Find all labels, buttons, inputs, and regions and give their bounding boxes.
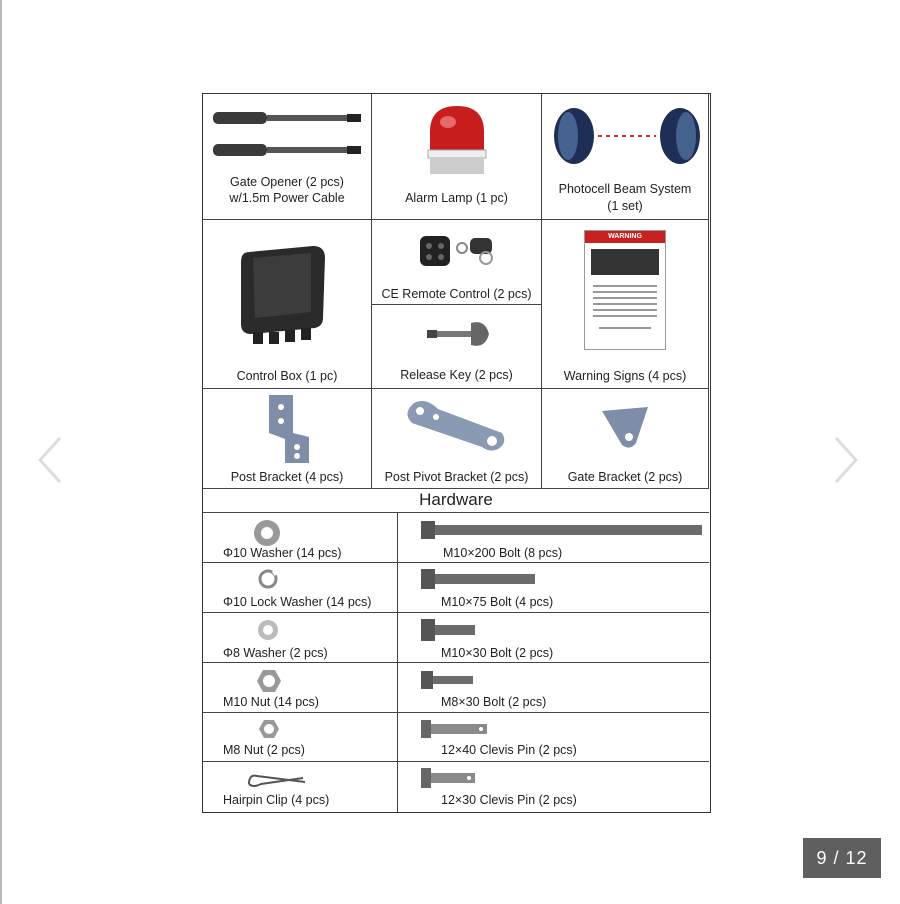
- hardware-row: [203, 713, 709, 762]
- bolt-icon: [421, 568, 541, 590]
- hardware-item-label: 12×40 Clevis Pin (2 pcs): [441, 743, 577, 757]
- hardware-item-label: M8×30 Bolt (2 pcs): [441, 695, 547, 709]
- warning-signs-label: Warning Signs (4 pcs): [563, 369, 687, 383]
- hardware-item-label: Hairpin Clip (4 pcs): [223, 793, 330, 807]
- hardware-row: [203, 513, 709, 563]
- hardware-left-cell: [203, 663, 398, 712]
- gate-opener-cell: [203, 94, 372, 220]
- hardware-item-label: Φ10 Washer (14 pcs): [223, 546, 342, 560]
- gate-opener-image: [209, 104, 367, 166]
- washer-icon: [252, 518, 282, 548]
- washer-icon: [256, 618, 280, 642]
- post-pivot-bracket-label: Post Pivot Bracket (2 pcs): [384, 470, 529, 484]
- gate-opener-label-1: Gate Opener (2 pcs): [230, 175, 344, 189]
- post-pivot-bracket-cell: [372, 389, 542, 489]
- hardware-row: [203, 762, 709, 812]
- gate-opener-label-2: w/1.5m Power Cable: [229, 191, 345, 205]
- hardware-item-label: M10×75 Bolt (4 pcs): [441, 595, 554, 609]
- clevis-pin-icon: [421, 719, 491, 739]
- hardware-item-label: M10×200 Bolt (8 pcs): [443, 546, 563, 560]
- package-contents-sheet: [202, 93, 711, 813]
- remote-control-image: [420, 232, 500, 272]
- post-pivot-bracket-image: [402, 397, 512, 457]
- post-bracket-cell: [203, 389, 372, 489]
- hardware-left-cell: [203, 713, 398, 761]
- photocell-label-1: Photocell Beam System: [558, 182, 692, 196]
- photocell-cell: [542, 94, 709, 220]
- release-key-label: Release Key (2 pcs): [400, 368, 513, 382]
- chevron-right-icon: [826, 430, 866, 490]
- post-bracket-image: [263, 393, 313, 465]
- hardware-item-label: Φ8 Washer (2 pcs): [223, 646, 328, 660]
- control-box-label: Control Box (1 pc): [236, 369, 338, 383]
- gate-bracket-label: Gate Bracket (2 pcs): [567, 470, 683, 484]
- hardware-row: [203, 663, 709, 713]
- post-bracket-label: Post Bracket (4 pcs): [230, 470, 344, 484]
- warning-sign-image: [584, 230, 666, 350]
- image-counter: 9 / 12: [803, 838, 881, 878]
- chevron-left-icon: [30, 430, 70, 490]
- remote-control-cell: [372, 220, 542, 305]
- hardware-item-label: 12×30 Clevis Pin (2 pcs): [441, 793, 577, 807]
- hardware-item-label: Φ10 Lock Washer (14 pcs): [223, 595, 372, 609]
- hardware-row: [203, 613, 709, 663]
- gate-bracket-image: [600, 407, 652, 453]
- bolt-icon: [421, 520, 706, 540]
- photocell-label-2: (1 set): [607, 199, 643, 213]
- bolt-icon: [421, 670, 481, 690]
- warning-signs-cell: [542, 220, 709, 389]
- hardware-title: Hardware: [203, 489, 709, 513]
- bolt-icon: [421, 618, 481, 642]
- alarm-lamp-cell: [372, 94, 542, 220]
- release-key-cell: [372, 305, 542, 389]
- lock-washer-icon: [257, 568, 279, 590]
- control-box-cell: [203, 220, 372, 389]
- hardware-row: [203, 563, 709, 613]
- left-edge-line: [0, 0, 2, 904]
- nut-icon: [256, 668, 282, 694]
- control-box-image: [235, 242, 335, 347]
- clevis-pin-icon: [421, 767, 481, 789]
- hardware-left-cell: [203, 762, 398, 812]
- release-key-image: [427, 319, 497, 353]
- gate-bracket-cell: [542, 389, 709, 489]
- photocell-image: [552, 102, 702, 172]
- remote-control-label: CE Remote Control (2 pcs): [381, 287, 532, 301]
- hardware-item-label: M10 Nut (14 pcs): [223, 695, 319, 709]
- alarm-lamp-label: Alarm Lamp (1 pc): [405, 191, 508, 205]
- alarm-lamp-image: [422, 102, 492, 182]
- hardware-item-label: M8 Nut (2 pcs): [223, 743, 305, 757]
- hardware-left-cell: [203, 563, 398, 612]
- next-image-button[interactable]: [826, 430, 866, 490]
- previous-image-button[interactable]: [30, 430, 70, 490]
- hardware-item-label: M10×30 Bolt (2 pcs): [441, 646, 554, 660]
- hardware-left-cell: [203, 513, 398, 562]
- warning-sign-header: WARNING: [585, 231, 665, 243]
- nut-icon: [258, 718, 280, 740]
- hardware-left-cell: [203, 613, 398, 662]
- hairpin-clip-icon: [245, 770, 309, 790]
